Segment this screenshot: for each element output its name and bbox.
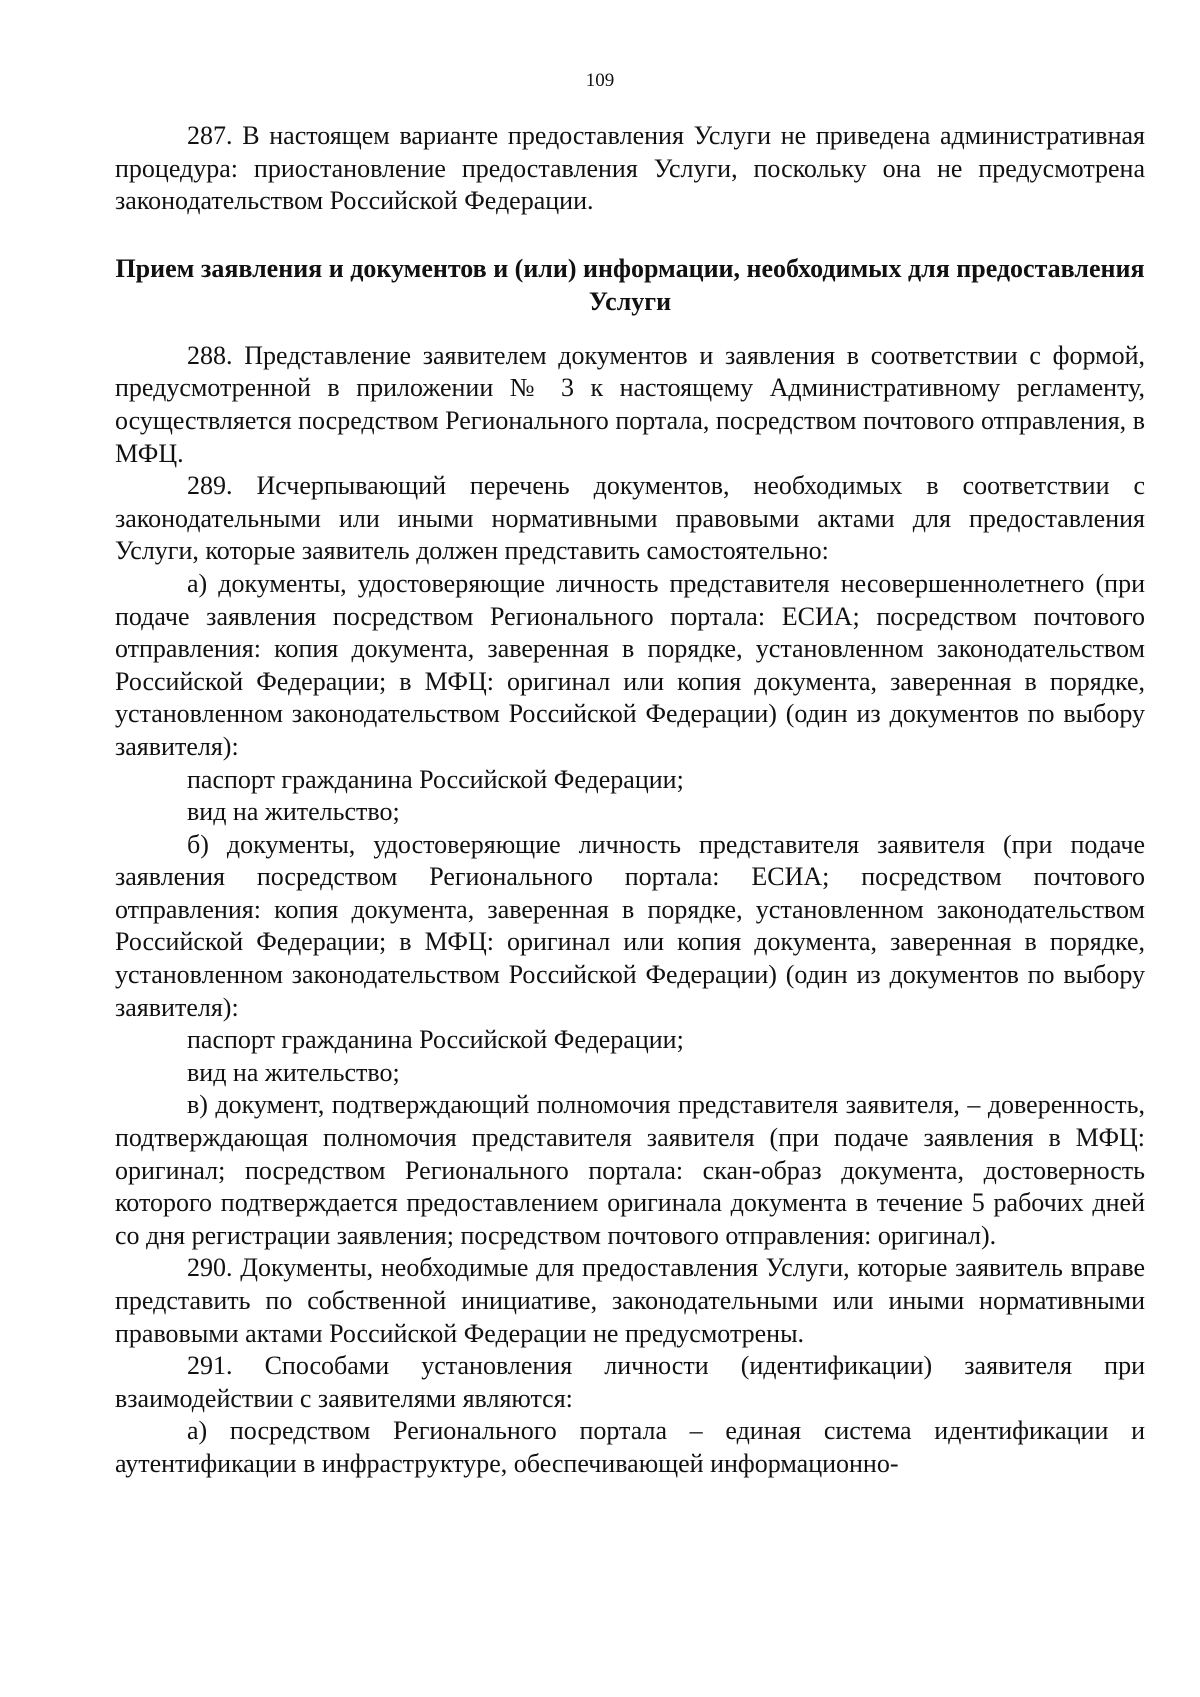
paragraph-288: 288. Представление заявителем документов и заявления в соответствии с формой, предусмотренной в приложении № 3 к настоящему Административному регламенту, осуществляется посредством Регионального портала, посредством почтового отправления, в МФЦ. xyxy=(115,340,1145,468)
paragraph-291: 291. Способами установления личности (идентификации) заявителя при взаимодействии с заявителями являются: xyxy=(115,1351,1145,1413)
list-item-residence-permit-1: вид на жительство; xyxy=(187,797,400,827)
page-number: 109 xyxy=(585,70,615,91)
list-item-residence-permit-2: вид на жительство; xyxy=(187,1057,400,1087)
list-item-a-2: а) посредством Регионального портала – единая система идентификации и аутентификации в инфраструктуре, обеспечивающей информационно- xyxy=(115,1416,1145,1478)
list-item-passport-1: паспорт гражданина Российской Федерации; xyxy=(187,764,684,794)
document-body xyxy=(115,120,1145,1481)
paragraph-289: 289. Исчерпывающий перечень документов, необходимых в соответствии с законодательными или иными нормативными правовыми актами для предоставления Услуги, которые заявитель должен представить самостоятельно: xyxy=(115,471,1145,566)
list-item-a-1: а) документы, удостоверяющие личность представителя несовершеннолетнего (при подаче заявления посредством Регионального портала: ЕСИА; посредством почтового отправления: копия документа, заверенная в порядке, установленном законодательством Российской Федерации; в МФЦ: оригинал или копия документа, заверенная в порядке, установленном законодательством Российской Федерации) (один из документов по выбору заявителя): xyxy=(115,568,1145,761)
section-heading: Прием заявления и документов и (или) информации, необходимых для предоставления Услуги xyxy=(115,253,1145,316)
paragraph-287: 287. В настоящем варианте предоставления Услуги не приведена административная процедура: приостановление предоставления Услуги, поскольку она не предусмотрена законодательством Российской Федерации. xyxy=(115,121,1145,216)
paragraph-290: 290. Документы, необходимые для предоставления Услуги, которые заявитель вправе представить по собственной инициативе, законодательными или иными нормативными правовыми актами Российской Федерации не предусмотрены. xyxy=(115,1253,1145,1348)
list-item-v: в) документ, подтверждающий полномочия представителя заявителя, – доверенность, подтверждающая полномочия представителя заявителя (при подаче заявления в МФЦ: оригинал; посредством Регионального портала: скан-образ документа, достоверность которого подтверждается предоставлением оригинала документа в течение 5 рабочих дней со дня регистрации заявления; посредством почтового отправления: оригинал). xyxy=(115,1090,1145,1250)
list-item-passport-2: паспорт гражданина Российской Федерации; xyxy=(187,1025,684,1055)
list-item-b: б) документы, удостоверяющие личность представителя заявителя (при подаче заявления посредством Регионального портала: ЕСИА; посредством почтового отправления: копия документа, заверенная в порядке, установленном законодательством Российской Федерации; в МФЦ: оригинал или копия документа, заверенная в порядке, установленном законодательством Российской Федерации) (один из документов по выбору заявителя): xyxy=(115,829,1145,1022)
